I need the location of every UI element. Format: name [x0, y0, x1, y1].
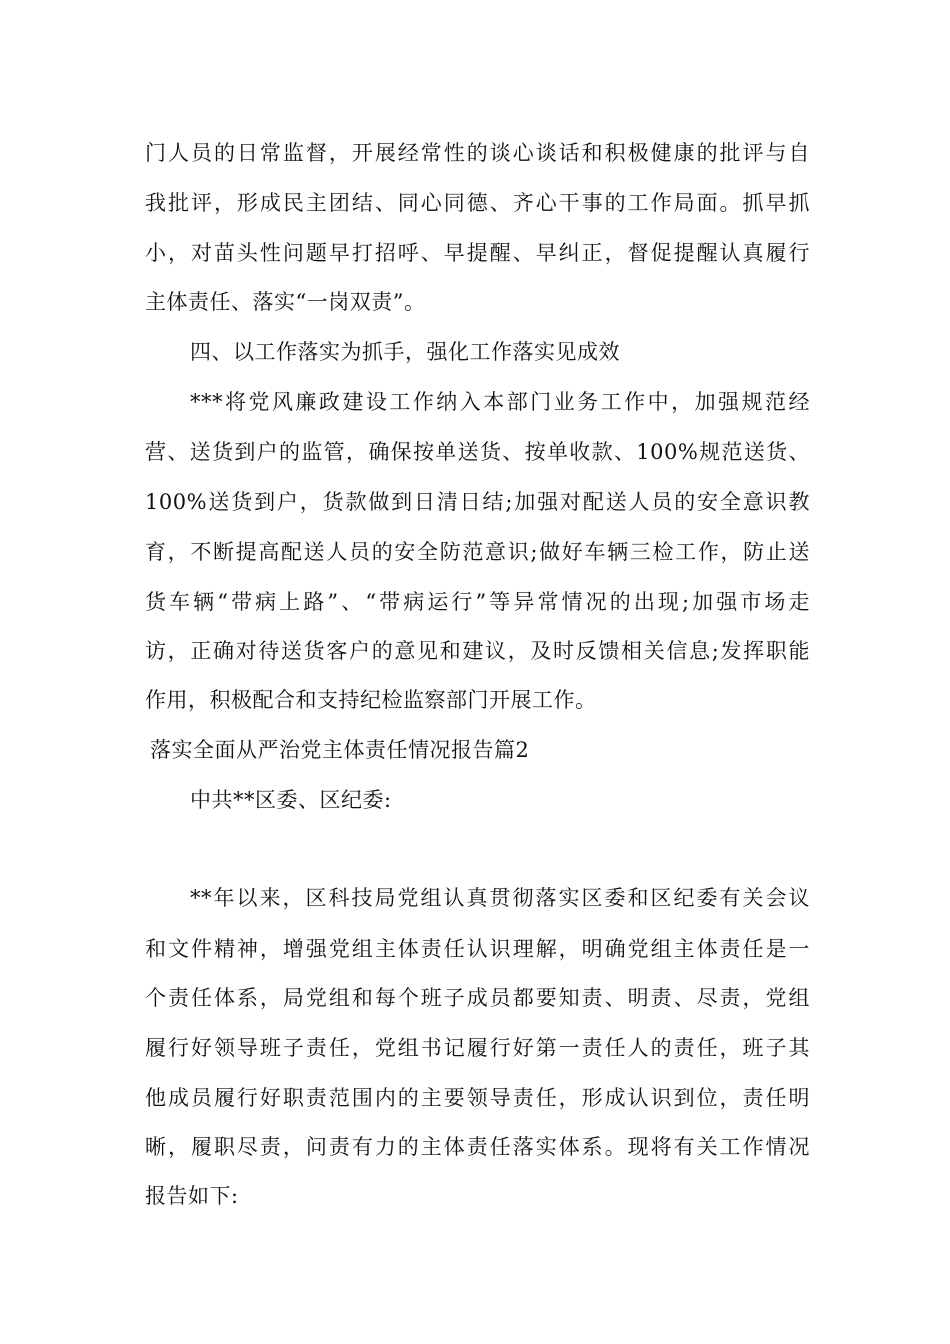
- body-text-line: 晰，履职尽责，问责有力的主体责任落实体系。现将有关工作情况: [145, 1135, 810, 1159]
- body-text-line: 货车辆“带病上路”、“带病运行”等异常情况的出现;加强市场走: [145, 590, 810, 614]
- body-text-line: 履行好领导班子责任，党组书记履行好第一责任人的责任，班子其: [145, 1036, 810, 1060]
- body-text-line: ***将党风廉政建设工作纳入本部门业务工作中，加强规范经: [190, 390, 810, 414]
- body-text-line: 主体责任、落实“一岗双责”。: [145, 290, 426, 314]
- body-text-line: 访，正确对待送货客户的意见和建议，及时反馈相关信息;发挥职能: [145, 639, 810, 663]
- body-text-line: 个责任体系，局党组和每个班子成员都要知责、明责、尽责，党组: [145, 986, 810, 1010]
- body-text-line: 他成员履行好职责范围内的主要领导责任，形成认识到位，责任明: [145, 1086, 810, 1110]
- body-text-line: 作用，积极配合和支持纪检监察部门开展工作。: [145, 688, 597, 712]
- body-text-line: 门人员的日常监督，开展经常性的谈心谈话和积极健康的批评与自: [145, 141, 810, 165]
- body-text-line: 育，不断提高配送人员的安全防范意识;做好车辆三检工作，防止送: [145, 540, 810, 564]
- body-text-line: 我批评，形成民主团结、同心同德、齐心干事的工作局面。抓早抓: [145, 191, 810, 215]
- section-heading: 四、以工作落实为抓手，强化工作落实见成效: [190, 340, 620, 364]
- report-title: 落实全面从严治党主体责任情况报告篇2: [150, 738, 530, 762]
- body-text-line: 营、送货到户的监管，确保按单送货、按单收款、100%规范送货、: [145, 440, 810, 464]
- body-text-line: 和文件精神，增强党组主体责任认识理解，明确党组主体责任是一: [145, 937, 810, 961]
- body-text-line: 小，对苗头性问题早打招呼、早提醒、早纠正，督促提醒认真履行: [145, 241, 810, 265]
- body-text-line: **年以来，区科技局党组认真贯彻落实区委和区纪委有关会议: [190, 886, 810, 910]
- body-text-line: 报告如下:: [145, 1184, 239, 1208]
- salutation: 中共**区委、区纪委:: [190, 788, 392, 812]
- body-text-line: 100%送货到户，货款做到日清日结;加强对配送人员的安全意识教: [145, 490, 810, 514]
